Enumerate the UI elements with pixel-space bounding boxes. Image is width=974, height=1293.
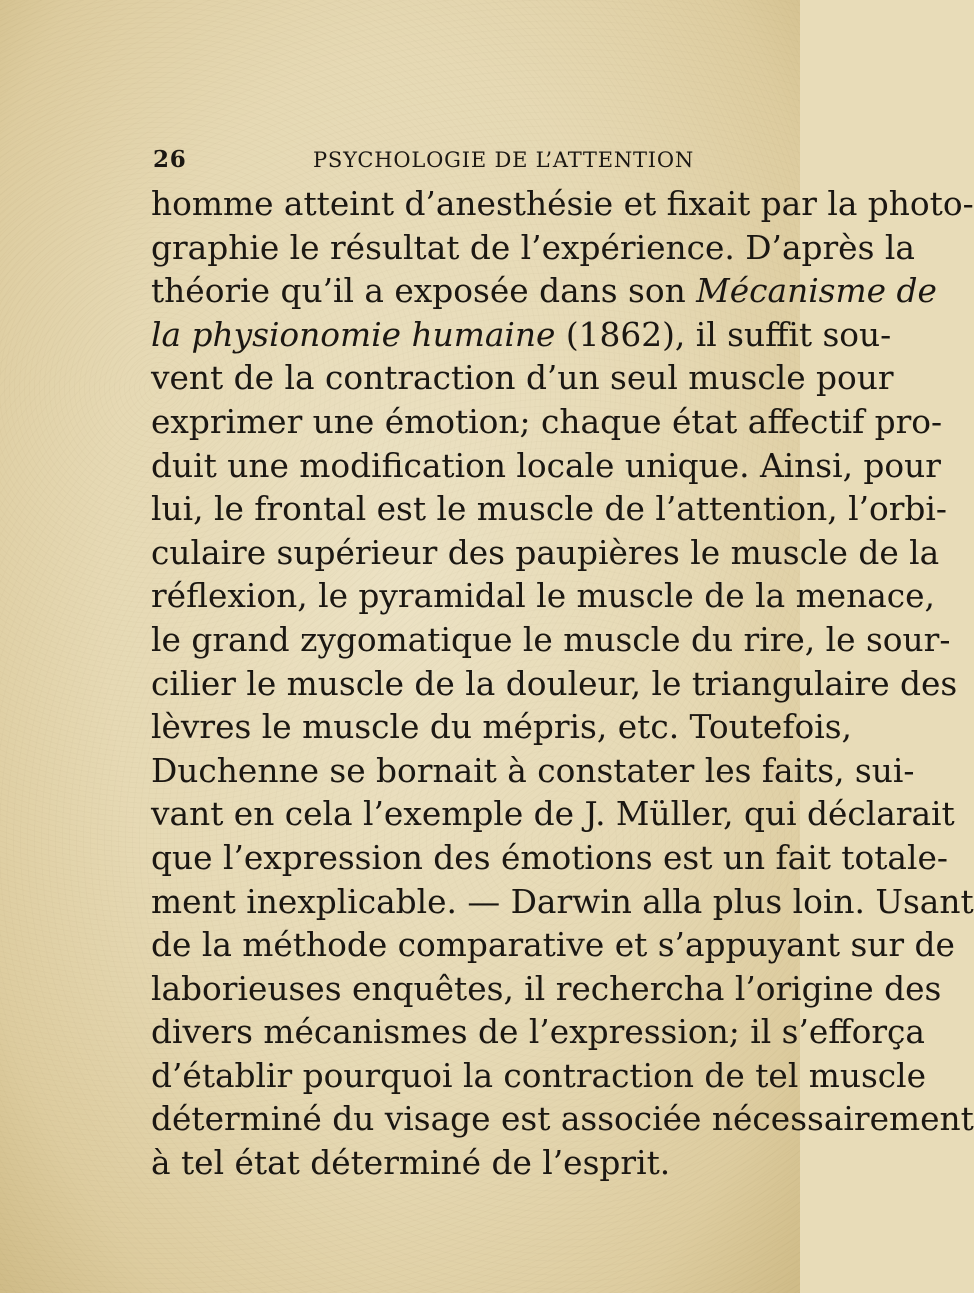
text-line: déterminé du visage est associée nécessairement xyxy=(151,1100,974,1139)
text-line: duit une modification locale unique. Ainsi, pour xyxy=(151,446,941,485)
text-line: Duchenne se bornait à constater les faits, sui- xyxy=(151,751,915,790)
text-line: vant en cela l’exemple de J. Müller, qui déclarait xyxy=(151,795,955,834)
text-line-with-title xyxy=(151,270,937,314)
text-line: exprimer une émotion; chaque état affectif pro- xyxy=(151,402,943,441)
text-line: cilier le muscle de la douleur, le triangulaire des xyxy=(151,664,958,703)
text-line: divers mécanismes de l’expression; il s’efforça xyxy=(151,1013,925,1052)
running-title: PSYCHOLOGIE DE L’ATTENTION xyxy=(313,148,695,172)
line-text: théorie qu’il a exposée dans son xyxy=(151,272,697,311)
text-line: vent de la contraction d’un seul muscle pour xyxy=(151,359,894,398)
text-line: homme atteint d’anesthésie et fixait par la photo- xyxy=(151,185,974,223)
text-line: graphie le résultat de l’expérience. D’après la xyxy=(151,228,915,267)
text-line: le grand zygomatique le muscle du rire, le sour- xyxy=(151,620,951,659)
text-line-with-title xyxy=(151,314,892,358)
running-head xyxy=(153,146,695,174)
book-title: la physionomie humaine xyxy=(151,315,556,354)
text-line: de la méthode comparative et s’appuyant sur de xyxy=(151,926,955,965)
body-text xyxy=(151,183,974,1186)
text-line: culaire supérieur des paupières le muscle de la xyxy=(151,533,940,572)
text-line: à tel état déterminé de l’esprit. xyxy=(151,1144,671,1183)
text-line: réflexion, le pyramidal le muscle de la menace, xyxy=(151,577,935,616)
text-line: lui, le frontal est le muscle de l’attention, l’orbi- xyxy=(151,490,947,529)
text-line: ment inexplicable. — Darwin alla plus loin. Usant xyxy=(151,882,974,921)
book-title: Mécanisme de xyxy=(696,272,937,311)
line-text: (1862), il suffit sou- xyxy=(555,315,892,354)
text-line: d’établir pourquoi la contraction de tel muscle xyxy=(151,1056,927,1095)
text-line: lèvres le muscle du mépris, etc. Toutefois, xyxy=(151,708,852,747)
text-line: laborieuses enquêtes, il rechercha l’origine des xyxy=(151,969,942,1008)
page-number: 26 xyxy=(153,146,187,173)
text-line: que l’expression des émotions est un fait totale- xyxy=(151,838,948,877)
